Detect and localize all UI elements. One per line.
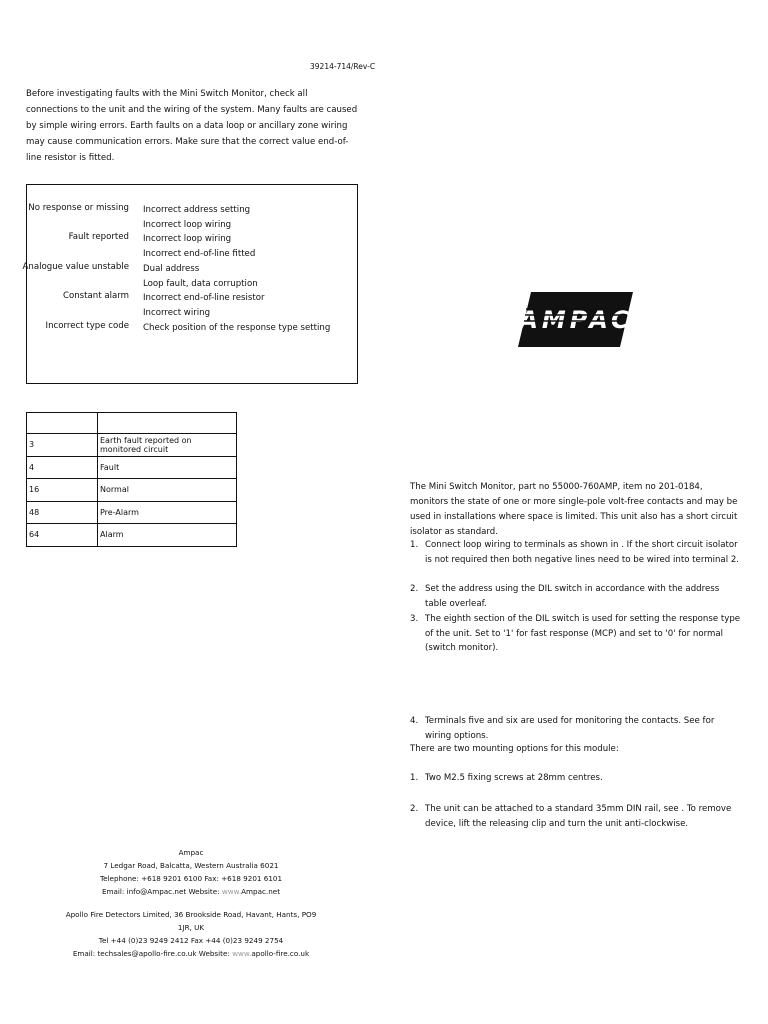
table-header-cell [27, 413, 98, 434]
fault-label: Analogue value unstable [22, 262, 129, 272]
step-number: 1. [410, 773, 419, 783]
company-email-web: Email: techsales@apollo-fire.co.uk Website: www.apollo-fire.co.uk [72, 949, 310, 958]
table-cell-value: 16 [27, 479, 98, 502]
table-row [27, 434, 237, 457]
step-text: Two M2.5 fixing screws at 28mm centres. [425, 773, 603, 783]
fault-label: Fault reported [68, 232, 129, 242]
table-cell-meaning: Fault [98, 456, 237, 479]
table-cell-value: 48 [27, 501, 98, 524]
company-address: Apollo Fire Detectors Limited, 36 Brookside Road, Havant, Hants, PO9 1JR, UK [65, 910, 317, 932]
ampac-contact-block [60, 846, 322, 898]
fault-label: Constant alarm [62, 291, 129, 301]
website-link-prefix[interactable]: www. [221, 887, 242, 896]
fault-label: Incorrect type code [45, 321, 129, 331]
apollo-contact-block [60, 908, 322, 960]
step-number: 1. [410, 540, 419, 550]
website-link-prefix[interactable]: www. [232, 949, 252, 958]
ampac-logo [518, 292, 633, 347]
fault-cause: Incorrect end-of-line resistor Incorrect wiring [143, 293, 265, 318]
website-link[interactable]: apollo-fire.co.uk [251, 949, 310, 958]
step-number: 2. [410, 584, 419, 594]
company-name: Ampac [178, 848, 204, 857]
mounting-intro: There are two mounting options for this module: [410, 744, 619, 754]
table-cell-meaning: Normal [98, 479, 237, 502]
table-row [27, 456, 237, 479]
company-email-web: Email: info@Ampac.net Website: www.Ampac.net [101, 887, 281, 896]
table-header-cell [98, 413, 237, 434]
fault-label: No response or missing [28, 203, 129, 213]
step-text: The eighth section of the DIL switch is used for setting the response type of the unit. Set to '1' for fast response (MCP) and set to '0' for normal (switch monitor). [425, 614, 741, 654]
step-text: Connect loop wiring to terminals as shown in . If the short circuit isolator is not required then both negative lines need to be wired into terminal 2. [425, 540, 740, 565]
analogue-value-table [26, 412, 237, 547]
step-text: Terminals five and six are used for monitoring the contacts. See for wiring options. [425, 716, 715, 741]
fault-cause: Check position of the response type setting [143, 323, 331, 333]
table-row [27, 501, 237, 524]
table-cell-meaning: Earth fault reported on monitored circuit [98, 434, 237, 457]
table-cell-value: 64 [27, 524, 98, 547]
fault-cause: Incorrect address setting Incorrect loop wiring [143, 205, 251, 230]
table-cell-value: 4 [27, 456, 98, 479]
company-phone: Tel +44 (0)23 9249 2412 Fax +44 (0)23 9249 2754 [98, 936, 284, 945]
company-phone: Telephone: +618 9201 6100 Fax: +618 9201 6101 [99, 874, 283, 883]
table-cell-meaning: Alarm [98, 524, 237, 547]
step-text: Set the address using the DIL switch in accordance with the address table overleaf. [425, 584, 720, 609]
website-link[interactable]: Ampac.net [241, 887, 281, 896]
fault-cause: Dual address Loop fault, data corruption [143, 264, 258, 289]
intro-paragraph: Before investigating faults with the Mini Switch Monitor, check all connections to the unit and the wiring of the system. Many faults are caused by simple wiring errors. Earth faults on a data loop or ancillary zone wiring may cause communication errors. Make sure that the correct value end-of-line resistor is fitted. [26, 89, 358, 163]
company-address: 7 Ledgar Road, Balcatta, Western Australia 6021 [103, 861, 279, 870]
step-text: The unit can be attached to a standard 35mm DIN rail, see . To remove device, lift the releasing clip and turn the unit anti-clockwise. [425, 804, 732, 829]
table-cell-value: 3 [27, 434, 98, 457]
fault-finding-table [22, 184, 358, 384]
step-number: 4. [410, 716, 419, 726]
table-cell-meaning: Pre-Alarm [98, 501, 237, 524]
step-number: 2. [410, 804, 419, 814]
logo-wordmark: AMPAC [519, 306, 633, 334]
table-row [27, 524, 237, 547]
table-header-row [27, 413, 237, 434]
description-paragraph: The Mini Switch Monitor, part no 55000-760AMP, item no 201-0184, monitors the state of one or more single-pole volt-free contacts and may be used in installations where space is limited. This unit also has a short circuit isolator as standard. [410, 482, 738, 537]
step-number: 3. [410, 614, 419, 624]
table-row [27, 479, 237, 502]
fault-cause: Incorrect loop wiring Incorrect end-of-line fitted [143, 234, 256, 259]
document-reference: 39214-714/Rev-C [310, 62, 376, 71]
